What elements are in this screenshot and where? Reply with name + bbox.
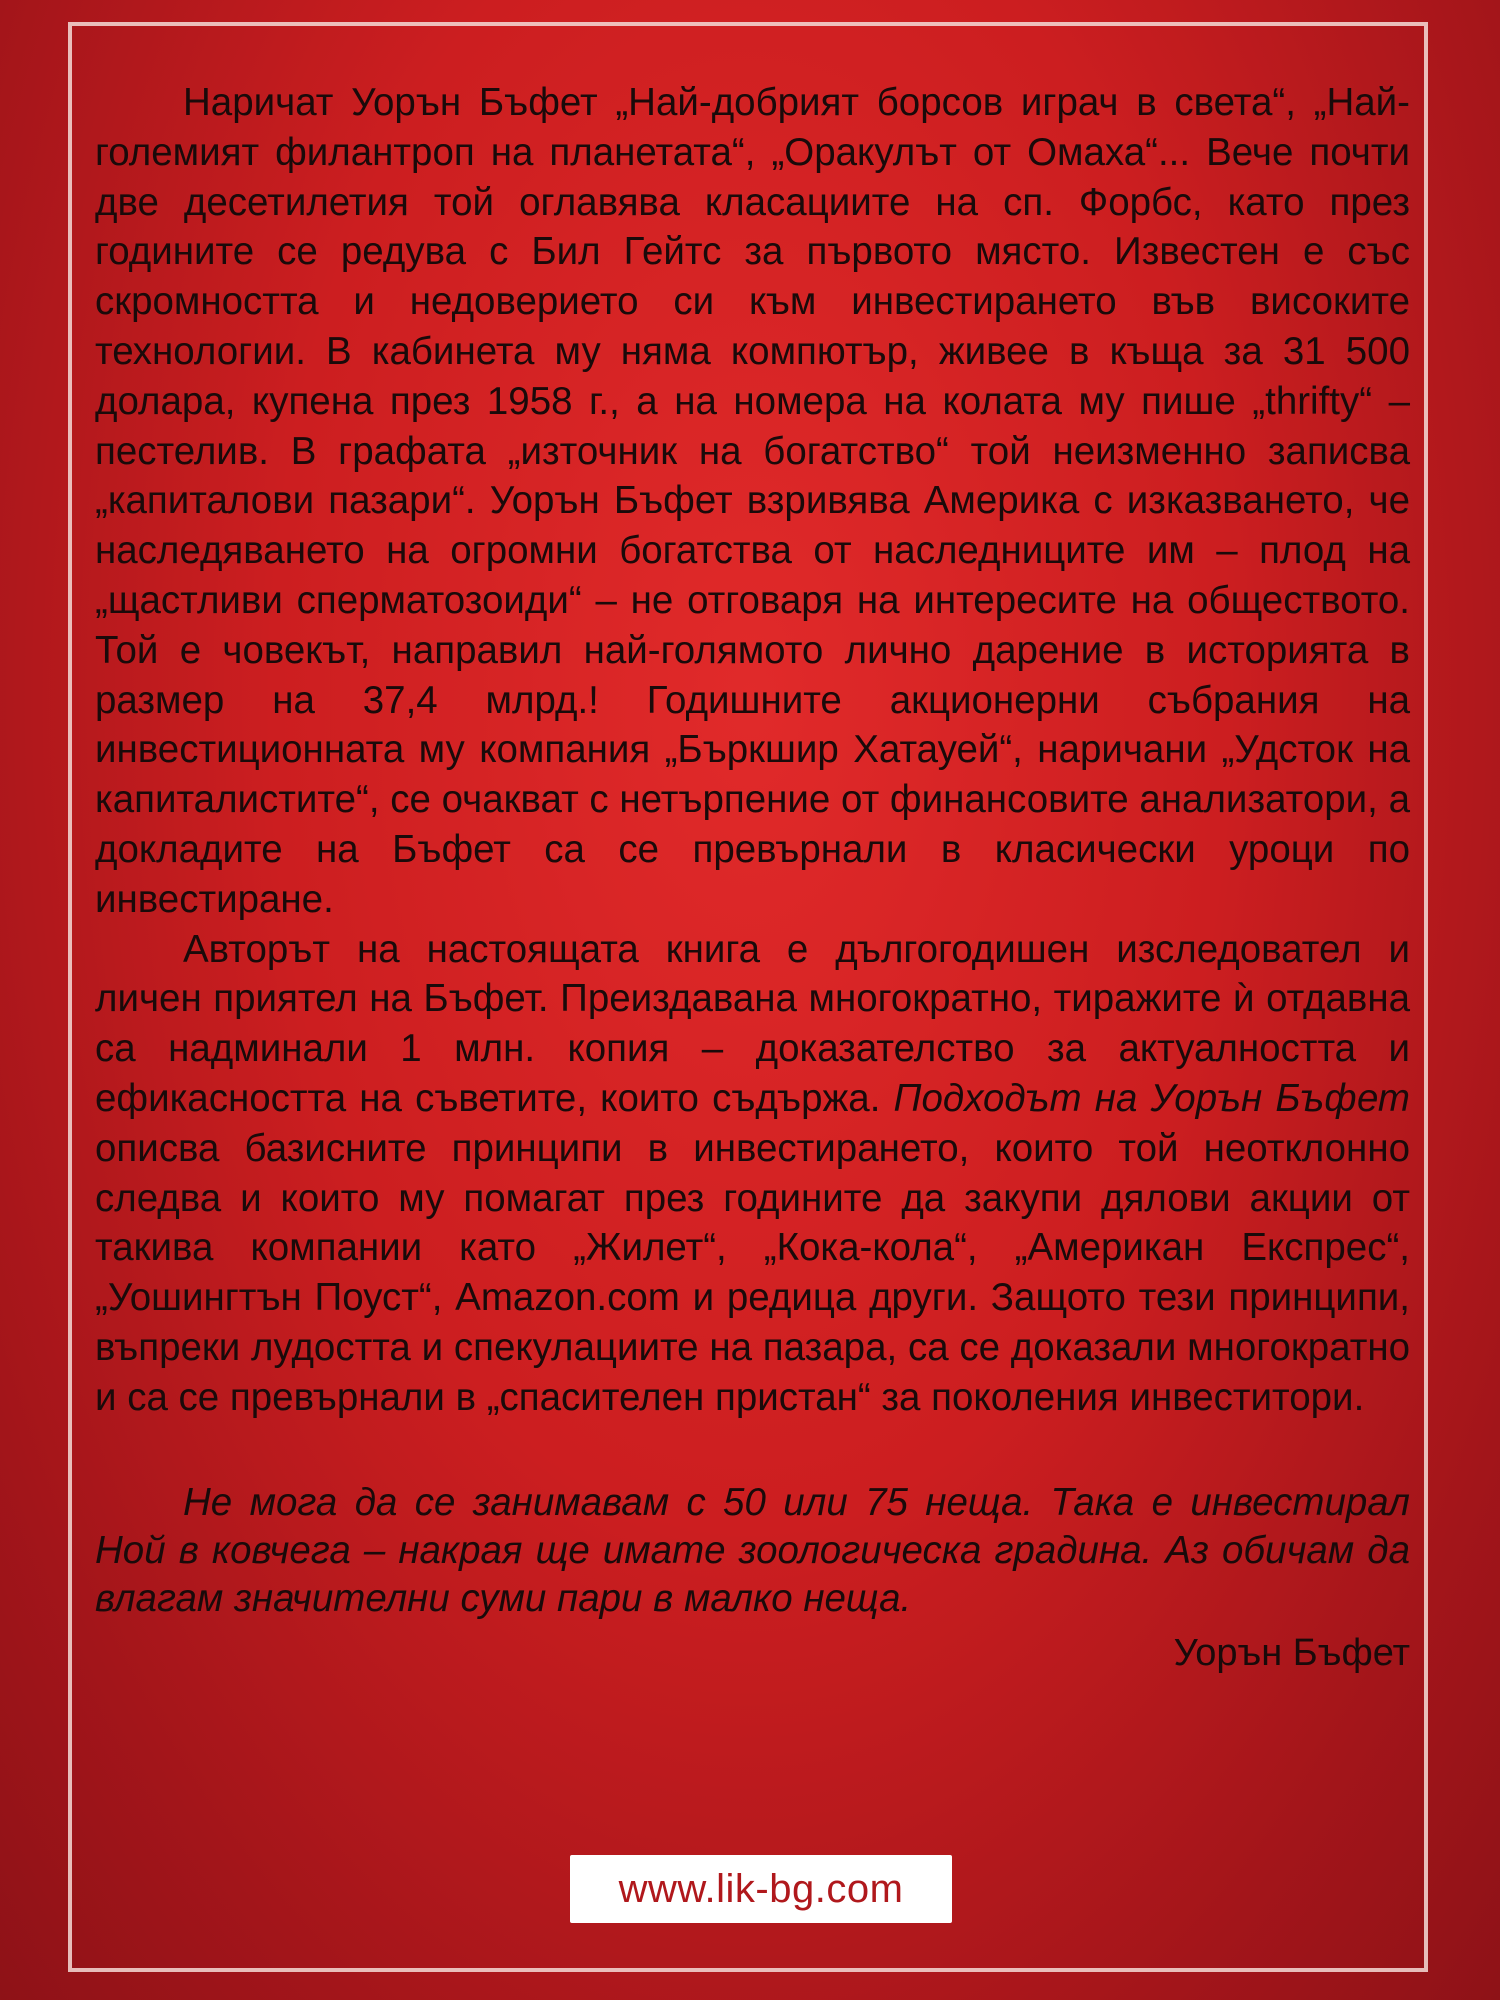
paragraph-2-end: описва базисните принципи в инвестирането, които той неотклонно следва и които му помагат през годините да закупи дялови акции от такива компании като „Жилет“, „Кока-кола“, „Американ Експрес“, „Уошингтън Поуст“, Amazon.com и редица други. Защото тези принципи, въпреки лудостта и спекулациите на пазара, са се доказали многократно и са се превърнали в „спасителен пристан“ за поколения инвеститори. bbox=[95, 1126, 1410, 1419]
publisher-url-label bbox=[570, 1855, 952, 1923]
buffett-quote: Не мога да се занимавам с 50 или 75 неща. Така е инвестирал Ной в ковчега – накрая ще имате зоологическа градина. Аз обичам да влагам значителни суми пари в малко неща. bbox=[95, 1480, 1410, 1620]
publisher-url: www.lik-bg.com bbox=[618, 1866, 904, 1911]
description-paragraph-2 bbox=[95, 925, 1410, 1423]
book-title-italic: Подходът на Уорън Бъфет bbox=[893, 1076, 1410, 1120]
description-paragraph-1: Наричат Уорън Бъфет „Най-добрият борсов играч в света“, „Най-големият филантроп на планетата“, „Оракулът от Омаха“... Вече почти две десетилетия той оглавява класациите на сп. Форбс, като през годините се редува с Бил Гейтс за първото място. Известен е със скромността и недоверието си към инвестирането във високите технологии. В кабинета му няма компютър, живее в къща за 31 500 долара, купена през 1958 г., а на номера на колата му пише „thrifty“ – пестелив. В графата „източник на богатство“ той неизменно записва „капиталови пазари“. Уорън Бъфет взривява Америка с изказването, че наследяването на огромни богатства от наследниците им – плод на „щастливи сперматозоиди“ – не отговаря на интересите на обществото. Той е човекът, направил най-голямото лично дарение в историята в размер на 37,4 млрд.! Годишните акционерни събрания на инвестиционната му компания „Бъркшир Хатауей“, наричани „Удсток на капиталистите“, се очакват с нетърпение от финансовите анализатори, а докладите на Бъфет са се превърнали в класически уроци по инвестиране. bbox=[95, 81, 1410, 921]
spacer bbox=[95, 1423, 1410, 1479]
paragraph-2-start: Авторът на настоящата книга е дългогодишен изследовател и личен приятел на Бъфет. Преиздавана многократно, тиражите ѝ отдавна са надминали 1 млн. копия – доказателство за актуалността и ефикасността на съветите, които съдържа. bbox=[95, 927, 1410, 1120]
quote-author: Уорън Бъфет bbox=[1173, 1631, 1410, 1674]
cover-text-block bbox=[95, 78, 1410, 1678]
